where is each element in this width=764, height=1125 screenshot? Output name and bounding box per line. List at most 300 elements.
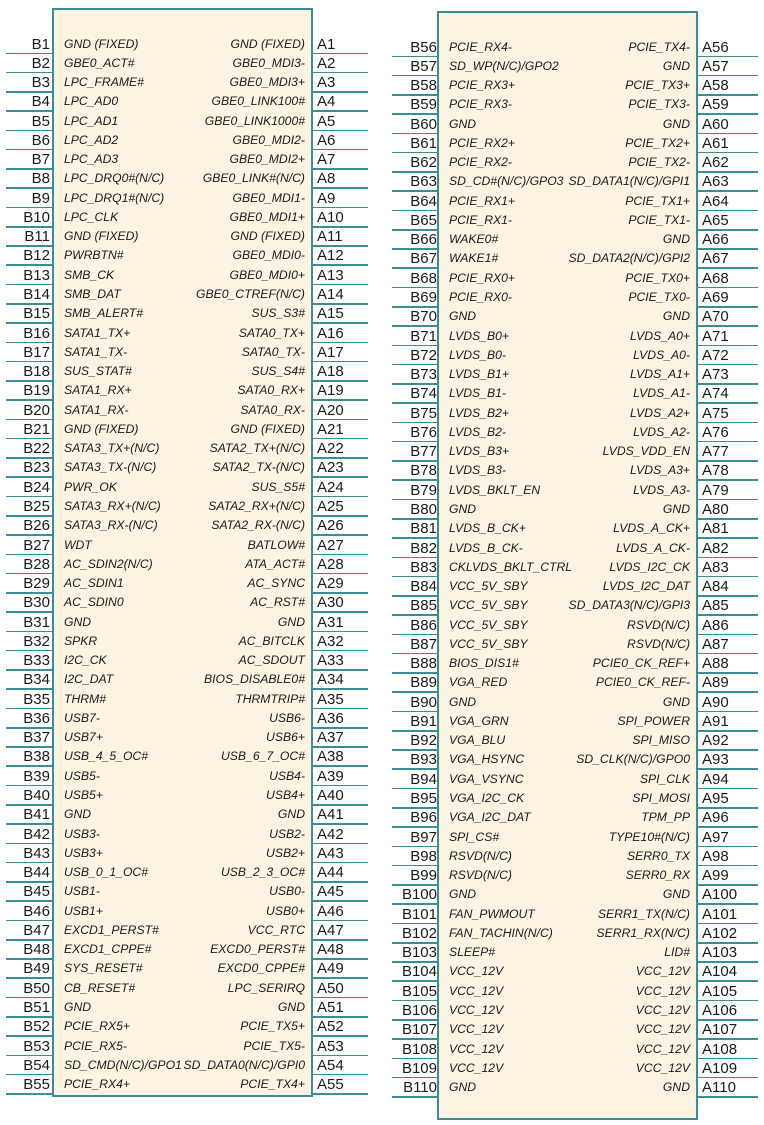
a-pin-label: A33: [317, 652, 344, 670]
b-signal-name: GND: [449, 1080, 477, 1095]
b-signal-name: SUS_STAT#: [64, 364, 132, 379]
a-pin-label: A110: [702, 1079, 736, 1097]
pin-row: [0, 962, 764, 981]
b-signal-name: EXCD1_CPPE#: [64, 942, 152, 957]
a-signal-name: GBE0_MDI3+: [229, 75, 305, 90]
a-signal-name: GBE0_LINK1000#: [204, 113, 305, 128]
pin-row: [0, 616, 764, 635]
a-signal-name: GND: [662, 309, 690, 324]
b-signal-name: GND: [449, 116, 477, 131]
a-pin-label: A86: [702, 616, 729, 634]
b-signal-name: LVDS_B2-: [449, 424, 506, 439]
b-signal-name: PCIE_RX2-: [449, 155, 512, 170]
b-pin-label: B87: [410, 635, 437, 653]
a-signal-name: PCIE_TX5+: [240, 1019, 305, 1034]
pin-row: [0, 847, 764, 866]
pin-row: [0, 828, 764, 847]
b-pin-label: B77: [410, 443, 437, 461]
a-signal-name: GND: [277, 807, 305, 822]
a-signal-name: GBE0_MDI1-: [232, 190, 305, 205]
a-signal-name: USB4-: [269, 768, 305, 783]
a-signal-name: LPC_SERIRQ: [227, 980, 305, 995]
pin-row: [0, 500, 764, 519]
b-pin-label: B48: [23, 941, 50, 959]
b-pin-label: B90: [410, 693, 437, 711]
a-signal-name: LVDS_A1-: [633, 386, 690, 401]
a-pin-label: A5: [317, 112, 336, 130]
a-pin-label: A72: [702, 346, 729, 364]
b-signal-name: LPC_DRQ0#(N/C): [64, 171, 165, 186]
a-pin-label: A7: [317, 151, 336, 169]
b-pin-label: B12: [23, 247, 50, 265]
a-pin-label: A54: [317, 1056, 344, 1074]
a-signal-name: VCC_12V: [635, 1041, 690, 1056]
b-signal-name: GND: [64, 614, 92, 629]
pin-row: [0, 1020, 764, 1039]
a-pin-label: A23: [317, 459, 344, 477]
a-signal-name: GND: [662, 887, 690, 902]
a-pin-label: A96: [702, 809, 729, 827]
b-pin-label: B64: [410, 192, 437, 210]
a-pin-label: A52: [317, 1018, 344, 1036]
b-pin-label: B17: [23, 343, 50, 361]
b-signal-name: PCIE_RX4+: [64, 1077, 131, 1092]
b-signal-name: LVDS_B3-: [449, 463, 506, 478]
a-signal-name: USB2-: [269, 826, 305, 841]
a-pin-label: A84: [702, 578, 729, 596]
b-pin-label: B23: [23, 459, 50, 477]
a-pin-label: A95: [702, 790, 729, 808]
a-signal-name: GND: [662, 694, 690, 709]
b-signal-name: GND (FIXED): [64, 229, 139, 244]
a-signal-name: VCC_12V: [635, 1060, 690, 1075]
a-pin-label: A75: [702, 404, 729, 422]
b-pin-label: B38: [23, 748, 50, 766]
a-pin-label: A29: [317, 575, 344, 593]
a-pin-label: A17: [317, 343, 344, 361]
b-pin-label: B39: [23, 767, 50, 785]
b-signal-name: VCC_12V: [449, 964, 504, 979]
pin-row: [0, 346, 764, 365]
b-pin-label: B106: [401, 1002, 437, 1019]
b-signal-name: VGA_I2C_CK: [449, 791, 525, 806]
b-pin-label: B37: [23, 729, 50, 747]
b-pin-label: B80: [410, 500, 437, 518]
b-pin-label: B73: [410, 366, 437, 384]
a-signal-name: PCIE_TX3-: [628, 97, 690, 112]
b-signal-name: WAKE1#: [449, 251, 499, 266]
a-pin-label: A47: [317, 921, 344, 939]
a-signal-name: GBE0_LINK100#: [211, 94, 305, 109]
a-signal-name: TPM_PP: [641, 810, 690, 825]
a-pin-label: A93: [702, 751, 729, 769]
a-pin-label: A106: [702, 1002, 738, 1019]
b-pin-label: B108: [401, 1040, 437, 1058]
b-pin-label: B31: [23, 613, 50, 631]
b-signal-name: PCIE_RX1-: [449, 212, 512, 227]
b-pin-label: B67: [410, 250, 437, 268]
b-pin-label: B28: [23, 555, 50, 573]
b-signal-name: LPC_DRQ1#(N/C): [64, 190, 165, 205]
b-pin-label: B22: [23, 440, 50, 458]
b-signal-name: SD_CD#(N/C)/GPO3: [449, 174, 564, 189]
b-pin-label: B69: [410, 289, 437, 306]
b-pin-label: B89: [410, 674, 437, 692]
a-signal-name: GND: [277, 614, 305, 629]
a-pin-label: A91: [702, 712, 729, 730]
a-signal-name: SPI_MOSI: [632, 791, 690, 806]
a-pin-label: A109: [702, 1059, 738, 1077]
b-signal-name: SD_CMD(N/C)/GPO1: [64, 1057, 182, 1072]
b-signal-name: LVDS_B1+: [449, 367, 509, 382]
b-pin-label: B94: [410, 770, 437, 788]
b-signal-name: USB1-: [64, 884, 100, 899]
a-signal-name: SERR1_RX(N/C): [596, 925, 690, 940]
b-signal-name: PCIE_RX4-: [449, 39, 512, 54]
b-signal-name: USB5-: [64, 768, 100, 783]
a-pin-label: A65: [702, 211, 729, 229]
a-pin-label: A99: [702, 867, 729, 885]
b-pin-label: B59: [410, 96, 437, 114]
b-pin-label: B41: [23, 806, 50, 824]
pin-row: [0, 442, 764, 461]
a-signal-name: VCC_12V: [635, 1022, 690, 1037]
b-signal-name: CB_RESET#: [64, 980, 136, 995]
b-pin-label: B34: [23, 671, 50, 689]
b-pin-label: B51: [23, 999, 50, 1016]
a-pin-label: A19: [317, 382, 344, 400]
a-signal-name: GBE0_LINK#(N/C): [202, 171, 305, 186]
a-signal-name: SATA0_RX-: [240, 402, 305, 417]
pin-row: [0, 384, 764, 403]
a-signal-name: EXCD0_CPPE#: [217, 961, 305, 976]
b-signal-name: PCIE_RX2+: [449, 135, 516, 150]
b-pin-label: B79: [410, 481, 437, 499]
a-pin-label: A20: [317, 401, 344, 419]
b-pin-label: B82: [410, 539, 437, 557]
a-signal-name: PCIE_TX5-: [243, 1038, 305, 1053]
a-pin-label: A80: [702, 500, 729, 518]
a-signal-name: VCC_12V: [635, 983, 690, 998]
a-pin-label: A66: [702, 231, 729, 249]
b-pin-label: B3: [31, 74, 50, 92]
a-signal-name: TYPE10#(N/C): [608, 829, 690, 844]
b-pin-label: B83: [410, 558, 437, 576]
pin-row: [0, 635, 764, 654]
b-signal-name: PCIE_RX5-: [64, 1038, 127, 1053]
pin-row: [0, 924, 764, 943]
b-pin-label: B9: [31, 189, 50, 207]
a-signal-name: SERR0_RX: [625, 868, 690, 883]
a-signal-name: SATA2_TX+(N/C): [209, 441, 305, 456]
b-signal-name: SYS_RESET#: [64, 961, 143, 976]
pin-row: [0, 789, 764, 808]
b-signal-name: SATA3_RX+(N/C): [64, 498, 161, 513]
a-pin-label: A68: [702, 269, 729, 287]
b-signal-name: WDT: [64, 537, 92, 552]
b-signal-name: GND (FIXED): [64, 421, 139, 436]
b-signal-name: BIOS_DIS1#: [449, 656, 519, 671]
a-pin-label: A18: [317, 363, 344, 381]
a-pin-label: A103: [702, 944, 738, 962]
pin-row: [0, 519, 764, 538]
a-pin-label: A94: [702, 770, 729, 788]
a-pin-label: A8: [317, 170, 336, 188]
a-pin-label: A4: [317, 93, 336, 111]
a-pin-label: A76: [702, 423, 729, 441]
a-signal-name: LVDS_A0+: [630, 328, 690, 343]
b-signal-name: PCIE_RX1+: [449, 193, 516, 208]
b-pin-label: B56: [410, 38, 437, 56]
b-signal-name: LPC_AD1: [64, 113, 119, 128]
pin-row: [0, 461, 764, 480]
b-signal-name: SMB_CK: [64, 267, 115, 282]
a-signal-name: GND: [662, 58, 690, 73]
a-pin-label: A79: [702, 481, 729, 499]
b-signal-name: AC_SDIN2(N/C): [64, 556, 153, 571]
b-signal-name: SATA1_TX+: [64, 325, 131, 340]
b-signal-name: AC_SDIN0: [64, 595, 124, 610]
b-signal-name: SPI_CS#: [449, 829, 500, 844]
pin-row: [0, 885, 764, 904]
b-pin-label: B95: [410, 790, 437, 808]
a-signal-name: GND: [662, 1080, 690, 1095]
b-signal-name: VCC_5V_SBY: [449, 617, 528, 632]
a-signal-name: VCC_12V: [635, 1003, 690, 1017]
b-pin-label: B19: [23, 382, 50, 400]
pin-row: [0, 153, 764, 172]
a-signal-name: AC_SYNC: [247, 576, 305, 591]
b-signal-name: PCIE_RX0+: [449, 270, 516, 285]
pin-row: [0, 750, 764, 769]
a-pin-label: A42: [317, 825, 344, 843]
a-pin-label: A61: [702, 134, 729, 152]
b-signal-name: SLEEP#: [449, 945, 496, 960]
a-pin-label: A13: [317, 266, 344, 284]
b-signal-name: LPC_FRAME#: [64, 75, 144, 90]
b-pin-label: B105: [401, 982, 437, 1000]
a-pin-label: A3: [317, 74, 336, 92]
b-pin-label: B15: [23, 305, 50, 323]
a-pin-label: A24: [317, 478, 344, 496]
pin-row: [0, 1040, 764, 1059]
a-signal-name: SPI_POWER: [617, 713, 690, 728]
pin-row: [0, 211, 764, 230]
b-signal-name: GND: [449, 887, 477, 902]
b-pin-label: B46: [23, 902, 50, 920]
pin-row: [0, 230, 764, 249]
b-signal-name: PWRBTN#: [64, 248, 124, 263]
b-signal-name: SATA3_TX-(N/C): [64, 460, 157, 475]
b-pin-label: B71: [410, 327, 437, 345]
b-pin-label: B72: [410, 346, 437, 364]
b-signal-name: LPC_AD3: [64, 152, 119, 167]
pin-row: [0, 770, 764, 789]
a-signal-name: GBE0_MDI0-: [232, 248, 305, 263]
b-pin-label: B47: [23, 921, 50, 939]
a-pin-label: A30: [317, 594, 344, 612]
a-pin-label: A45: [317, 883, 344, 901]
a-signal-name: LVDS_A0-: [633, 347, 690, 362]
a-signal-name: LVDS_A_CK+: [613, 521, 690, 536]
a-signal-name: SERR1_TX(N/C): [597, 906, 690, 921]
b-pin-label: B66: [410, 231, 437, 249]
pin-row: [0, 115, 764, 134]
a-pin-label: A51: [317, 999, 344, 1016]
b-signal-name: SD_WP(N/C)/GPO2: [449, 58, 559, 73]
pin-row: [0, 596, 764, 615]
a-pin-label: A50: [317, 979, 344, 997]
a-signal-name: GND: [277, 1000, 305, 1014]
b-signal-name: EXCD1_PERST#: [64, 922, 159, 937]
b-pin-label: B88: [410, 655, 437, 673]
b-pin-label: B24: [23, 478, 50, 496]
b-signal-name: VGA_RED: [449, 675, 508, 690]
pin-row: [0, 1001, 764, 1020]
b-pin-label: B98: [410, 847, 437, 865]
b-signal-name: SPKR: [64, 633, 98, 648]
a-pin-label: A59: [702, 96, 729, 114]
b-pin-label: B11: [24, 228, 50, 246]
a-pin-label: A25: [317, 497, 344, 515]
a-signal-name: USB_2_3_OC#: [220, 865, 305, 880]
a-signal-name: PCIE_TX4-: [628, 39, 690, 54]
a-signal-name: SUS_S3#: [251, 306, 305, 321]
pin-row: [0, 693, 764, 712]
a-signal-name: USB2+: [266, 845, 305, 860]
a-signal-name: BIOS_DISABLE0#: [204, 672, 305, 687]
b-pin-label: B25: [23, 497, 50, 515]
a-pin-label: A98: [702, 847, 729, 865]
a-pin-label: A53: [317, 1037, 344, 1055]
pin-row: [0, 307, 764, 326]
b-signal-name: USB_4_5_OC#: [64, 749, 149, 764]
a-signal-name: GND: [662, 232, 690, 247]
pin-row: [0, 269, 764, 288]
b-pin-label: B103: [401, 944, 437, 962]
b-signal-name: GND: [449, 694, 477, 709]
a-pin-label: A31: [317, 613, 344, 631]
b-signal-name: VCC_5V_SBY: [449, 636, 528, 651]
a-signal-name: PCIE_TX1+: [625, 193, 690, 208]
a-signal-name: GBE0_MDI2-: [232, 132, 305, 147]
b-pin-label: B102: [401, 924, 437, 942]
a-pin-label: A64: [702, 192, 729, 210]
a-pin-label: A77: [702, 443, 729, 461]
b-pin-label: B29: [23, 575, 50, 593]
b-pin-label: B74: [410, 385, 437, 403]
a-pin-label: A39: [317, 767, 344, 785]
a-signal-name: LVDS_VDD_EN: [602, 444, 690, 459]
b-signal-name: GND: [449, 501, 477, 516]
b-pin-label: B4: [31, 93, 50, 111]
pin-row: [0, 423, 764, 442]
b-pin-label: B43: [23, 844, 50, 862]
b-pin-label: B16: [23, 324, 50, 342]
b-signal-name: LVDS_B_CK-: [449, 540, 523, 555]
b-pin-label: B50: [23, 979, 50, 997]
a-signal-name: SUS_S4#: [251, 364, 305, 379]
b-pin-label: B10: [23, 208, 50, 226]
a-pin-label: A87: [702, 635, 729, 653]
b-pin-label: B85: [410, 597, 437, 615]
b-signal-name: GND: [64, 1000, 92, 1014]
a-signal-name: GBE0_MDI0+: [229, 267, 305, 282]
a-pin-label: A60: [702, 115, 729, 133]
b-pin-label: B110: [403, 1079, 437, 1097]
pin-row: [0, 57, 764, 76]
b-signal-name: SATA3_RX-(N/C): [64, 518, 158, 533]
b-pin-label: B45: [23, 883, 50, 901]
pin-row: [0, 365, 764, 384]
b-signal-name: WAKE0#: [449, 232, 499, 247]
a-signal-name: USB0-: [269, 884, 305, 899]
b-signal-name: FAN_TACHIN(N/C): [449, 925, 553, 940]
b-signal-name: USB7+: [64, 730, 103, 745]
b-signal-name: VCC_12V: [449, 1041, 504, 1056]
pin-row: [0, 943, 764, 962]
b-pin-label: B93: [410, 751, 437, 769]
a-signal-name: PCIE_TX2+: [625, 135, 690, 150]
b-signal-name: USB3+: [64, 845, 103, 860]
a-signal-name: EXCD0_PERST#: [210, 942, 305, 957]
a-pin-label: A1: [317, 35, 336, 53]
b-signal-name: PCIE_RX5+: [64, 1019, 131, 1034]
a-signal-name: LVDS_A2+: [630, 405, 690, 420]
b-pin-label: B61: [410, 134, 437, 152]
pin-row: [0, 1078, 764, 1097]
b-pin-label: B6: [31, 131, 50, 149]
a-signal-name: SD_DATA2(N/C)/GPI2: [568, 251, 690, 266]
b-signal-name: CKLVDS_BKLT_CTRL: [449, 559, 573, 574]
b-signal-name: RSVD(N/C): [449, 868, 512, 883]
b-pin-label: B33: [23, 652, 50, 670]
b-pin-label: B107: [401, 1021, 437, 1039]
a-pin-label: A101: [702, 905, 738, 923]
a-pin-label: A28: [317, 555, 344, 573]
b-pin-label: B75: [410, 404, 437, 422]
a-signal-name: SD_DATA1(N/C)/GPI1: [568, 174, 690, 189]
a-signal-name: GND: [662, 116, 690, 131]
a-signal-name: USB0+: [266, 903, 305, 918]
b-signal-name: USB_0_1_OC#: [64, 865, 149, 880]
pin-row: [0, 808, 764, 827]
b-signal-name: LVDS_B0-: [449, 347, 506, 362]
b-signal-name: PCIE_RX0-: [449, 290, 512, 304]
a-signal-name: AC_SDOUT: [238, 653, 305, 668]
b-signal-name: VCC_12V: [449, 983, 504, 998]
b-pin-label: B7: [31, 151, 50, 169]
b-signal-name: GND (FIXED): [64, 36, 139, 51]
a-pin-label: A43: [317, 844, 344, 862]
a-signal-name: LID#: [664, 945, 690, 960]
pin-row: [0, 327, 764, 346]
a-pin-label: A55: [317, 1076, 344, 1094]
b-signal-name: LVDS_B_CK+: [449, 521, 526, 536]
a-pin-label: A88: [702, 655, 729, 673]
b-signal-name: USB5+: [64, 788, 103, 803]
b-pin-label: B109: [401, 1059, 437, 1077]
a-signal-name: LVDS_I2C_DAT: [602, 579, 690, 594]
a-pin-label: A40: [317, 787, 344, 805]
b-pin-label: B36: [23, 709, 50, 727]
a-pin-label: A49: [317, 960, 344, 978]
b-signal-name: LPC_AD2: [64, 132, 119, 147]
pin-row: [0, 38, 764, 57]
a-signal-name: SATA0_TX+: [238, 325, 305, 340]
b-signal-name: VCC_5V_SBY: [449, 579, 528, 594]
b-signal-name: VGA_I2C_DAT: [449, 810, 531, 825]
